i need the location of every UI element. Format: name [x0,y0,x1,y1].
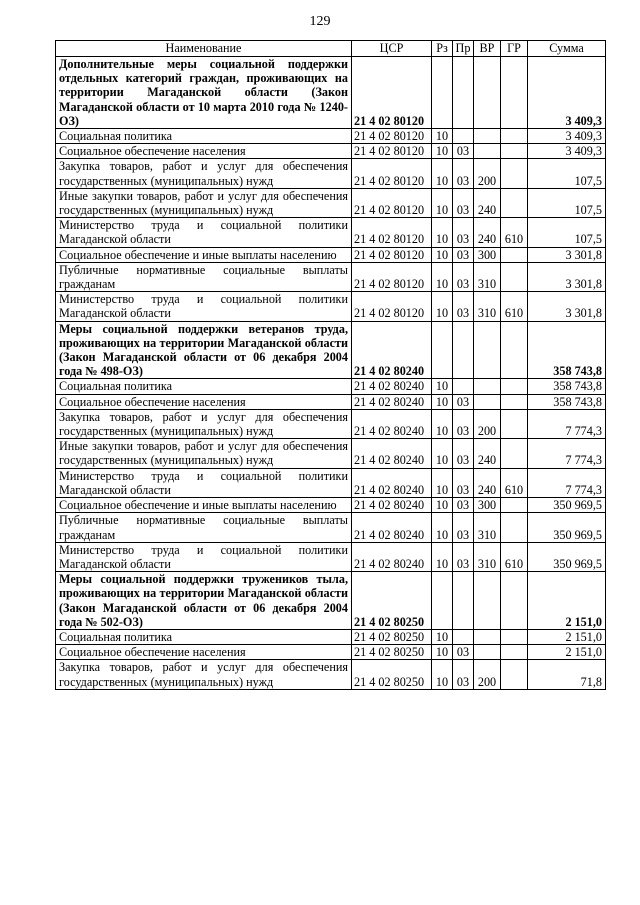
row-sum-cell: 7 774,3 [528,409,606,438]
table-row [56,498,606,513]
row-rz-cell: 10 [432,247,453,262]
row-rz-cell: 10 [432,129,453,144]
row-gr-cell [501,57,528,129]
row-sum-cell: 2 151,0 [528,645,606,660]
row-csr-cell: 21 4 02 80250 [352,645,432,660]
row-sum-cell: 358 743,8 [528,321,606,379]
row-csr-cell: 21 4 02 80120 [352,144,432,159]
row-vr-cell: 300 [474,498,501,513]
row-csr-cell: 21 4 02 80250 [352,660,432,689]
row-sum-cell: 7 774,3 [528,468,606,497]
row-gr-cell [501,129,528,144]
row-csr-cell: 21 4 02 80240 [352,542,432,571]
row-rz-cell: 10 [432,159,453,188]
row-vr-cell [474,321,501,379]
table-row [56,629,606,644]
row-gr-cell [501,629,528,644]
row-gr-cell [501,513,528,542]
row-vr-cell: 310 [474,292,501,321]
row-rz-cell: 10 [432,629,453,644]
row-vr-cell [474,379,501,394]
row-csr-cell: 21 4 02 80120 [352,57,432,129]
table-row [56,645,606,660]
row-sum-cell: 7 774,3 [528,439,606,468]
row-pr-cell [453,129,474,144]
table-row [56,144,606,159]
row-csr-cell: 21 4 02 80240 [352,379,432,394]
row-vr-cell [474,129,501,144]
row-gr-cell: 610 [501,218,528,247]
row-name-cell: Дополнительные меры социальной поддержки отдельных категорий граждан, проживающих на территории Магаданской области (Закон Магаданской области от 10 марта 2010 года № 1240-ОЗ) [56,57,352,129]
row-rz-cell: 10 [432,513,453,542]
row-vr-cell: 240 [474,218,501,247]
row-rz-cell [432,321,453,379]
row-name-cell: Социальное обеспечение населения [56,144,352,159]
row-pr-cell [453,57,474,129]
header-name: Наименование [56,41,352,57]
row-csr-cell: 21 4 02 80120 [352,129,432,144]
row-name-cell: Социальное обеспечение населения [56,394,352,409]
row-csr-cell: 21 4 02 80120 [352,159,432,188]
row-rz-cell: 10 [432,262,453,291]
row-gr-cell [501,247,528,262]
header-pr: Пр [453,41,474,57]
row-vr-cell [474,629,501,644]
table-row [56,129,606,144]
budget-table [55,40,606,690]
table-header-row [56,41,606,57]
row-vr-cell: 200 [474,660,501,689]
row-pr-cell: 03 [453,542,474,571]
header-rz: Рз [432,41,453,57]
row-sum-cell: 350 969,5 [528,498,606,513]
row-vr-cell: 240 [474,188,501,217]
row-gr-cell [501,498,528,513]
row-name-cell: Социальная политика [56,629,352,644]
row-sum-cell: 3 301,8 [528,292,606,321]
row-csr-cell: 21 4 02 80240 [352,394,432,409]
table-row [56,218,606,247]
row-sum-cell: 3 301,8 [528,262,606,291]
row-vr-cell: 310 [474,542,501,571]
row-name-cell: Социальное обеспечение и иные выплаты населению [56,247,352,262]
table-row [56,159,606,188]
row-pr-cell: 03 [453,409,474,438]
row-pr-cell: 03 [453,498,474,513]
row-csr-cell: 21 4 02 80240 [352,513,432,542]
row-sum-cell: 3 301,8 [528,247,606,262]
table-row [56,542,606,571]
row-rz-cell: 10 [432,409,453,438]
row-pr-cell: 03 [453,468,474,497]
row-vr-cell [474,572,501,630]
row-pr-cell: 03 [453,144,474,159]
row-name-cell: Министерство труда и социальной политики Магаданской области [56,542,352,571]
row-gr-cell: 610 [501,468,528,497]
row-csr-cell: 21 4 02 80250 [352,629,432,644]
row-gr-cell [501,379,528,394]
row-csr-cell: 21 4 02 80120 [352,292,432,321]
row-csr-cell: 21 4 02 80120 [352,188,432,217]
row-sum-cell: 107,5 [528,188,606,217]
row-vr-cell [474,645,501,660]
row-pr-cell: 03 [453,660,474,689]
row-vr-cell: 200 [474,159,501,188]
table-row [56,660,606,689]
row-pr-cell: 03 [453,247,474,262]
row-pr-cell: 03 [453,394,474,409]
row-sum-cell: 71,8 [528,660,606,689]
table-row [56,292,606,321]
row-gr-cell [501,572,528,630]
row-rz-cell: 10 [432,188,453,217]
row-pr-cell [453,321,474,379]
row-rz-cell: 10 [432,660,453,689]
row-gr-cell [501,159,528,188]
row-name-cell: Министерство труда и социальной политики Магаданской области [56,218,352,247]
row-sum-cell: 107,5 [528,218,606,247]
header-csr: ЦСР [352,41,432,57]
row-name-cell: Закупка товаров, работ и услуг для обеспечения государственных (муниципальных) нужд [56,409,352,438]
table-row [56,409,606,438]
row-vr-cell: 310 [474,262,501,291]
row-gr-cell [501,439,528,468]
row-rz-cell [432,57,453,129]
row-pr-cell: 03 [453,159,474,188]
row-gr-cell [501,660,528,689]
row-pr-cell: 03 [453,645,474,660]
row-sum-cell: 2 151,0 [528,572,606,630]
row-pr-cell: 03 [453,513,474,542]
row-name-cell: Иные закупки товаров, работ и услуг для обеспечения государственных (муниципальных) нужд [56,439,352,468]
row-csr-cell: 21 4 02 80240 [352,468,432,497]
row-rz-cell: 10 [432,144,453,159]
row-pr-cell: 03 [453,292,474,321]
table-row [56,262,606,291]
row-name-cell: Иные закупки товаров, работ и услуг для обеспечения государственных (муниципальных) нужд [56,188,352,217]
row-rz-cell: 10 [432,394,453,409]
row-csr-cell: 21 4 02 80250 [352,572,432,630]
section-row [56,572,606,630]
row-name-cell: Социальное обеспечение и иные выплаты населению [56,498,352,513]
row-name-cell: Социальная политика [56,129,352,144]
table-row [56,468,606,497]
row-csr-cell: 21 4 02 80120 [352,247,432,262]
row-name-cell: Меры социальной поддержки тружеников тыла, проживающих на территории Магаданской области (Закон Магаданской области от 06 декабря 2004 года № 502-ОЗ) [56,572,352,630]
row-name-cell: Публичные нормативные социальные выплаты гражданам [56,513,352,542]
row-name-cell: Министерство труда и социальной политики Магаданской области [56,468,352,497]
row-sum-cell: 3 409,3 [528,144,606,159]
row-gr-cell [501,144,528,159]
table-body [56,57,606,690]
row-name-cell: Министерство труда и социальной политики Магаданской области [56,292,352,321]
row-sum-cell: 350 969,5 [528,513,606,542]
row-gr-cell: 610 [501,292,528,321]
row-sum-cell: 107,5 [528,159,606,188]
table-row [56,394,606,409]
row-vr-cell: 240 [474,468,501,497]
row-name-cell: Закупка товаров, работ и услуг для обеспечения государственных (муниципальных) нужд [56,159,352,188]
row-gr-cell: 610 [501,542,528,571]
row-csr-cell: 21 4 02 80240 [352,439,432,468]
row-sum-cell: 2 151,0 [528,629,606,644]
row-gr-cell [501,394,528,409]
header-vr: ВР [474,41,501,57]
row-gr-cell [501,321,528,379]
row-pr-cell [453,379,474,394]
row-pr-cell [453,629,474,644]
row-name-cell: Публичные нормативные социальные выплаты гражданам [56,262,352,291]
row-vr-cell: 310 [474,513,501,542]
row-rz-cell: 10 [432,468,453,497]
row-gr-cell [501,645,528,660]
row-vr-cell: 240 [474,439,501,468]
row-pr-cell: 03 [453,262,474,291]
row-sum-cell: 3 409,3 [528,129,606,144]
row-sum-cell: 350 969,5 [528,542,606,571]
row-name-cell: Меры социальной поддержки ветеранов труда, проживающих на территории Магаданской области (Закон Магаданской области от 06 декабря 2004 года № 498-ОЗ) [56,321,352,379]
table-row [56,513,606,542]
row-name-cell: Закупка товаров, работ и услуг для обеспечения государственных (муниципальных) нужд [56,660,352,689]
row-sum-cell: 358 743,8 [528,379,606,394]
row-gr-cell [501,262,528,291]
row-vr-cell: 300 [474,247,501,262]
row-csr-cell: 21 4 02 80120 [352,262,432,291]
header-sum: Сумма [528,41,606,57]
row-csr-cell: 21 4 02 80240 [352,409,432,438]
header-gr: ГР [501,41,528,57]
row-pr-cell: 03 [453,218,474,247]
table-row [56,188,606,217]
section-row [56,57,606,129]
row-pr-cell [453,572,474,630]
row-vr-cell [474,144,501,159]
row-name-cell: Социальная политика [56,379,352,394]
row-vr-cell [474,57,501,129]
section-row [56,321,606,379]
row-gr-cell [501,188,528,217]
row-rz-cell: 10 [432,645,453,660]
page-number: 129 [309,14,331,29]
table-row [56,439,606,468]
row-name-cell: Социальное обеспечение населения [56,645,352,660]
row-vr-cell: 200 [474,409,501,438]
row-rz-cell: 10 [432,218,453,247]
row-vr-cell [474,394,501,409]
row-pr-cell: 03 [453,439,474,468]
table-row [56,247,606,262]
row-pr-cell: 03 [453,188,474,217]
row-gr-cell [501,409,528,438]
table-row [56,379,606,394]
row-rz-cell: 10 [432,439,453,468]
row-rz-cell: 10 [432,292,453,321]
row-rz-cell: 10 [432,498,453,513]
row-csr-cell: 21 4 02 80240 [352,321,432,379]
row-csr-cell: 21 4 02 80240 [352,498,432,513]
row-sum-cell: 358 743,8 [528,394,606,409]
row-csr-cell: 21 4 02 80120 [352,218,432,247]
row-rz-cell [432,572,453,630]
row-rz-cell: 10 [432,542,453,571]
row-sum-cell: 3 409,3 [528,57,606,129]
row-rz-cell: 10 [432,379,453,394]
